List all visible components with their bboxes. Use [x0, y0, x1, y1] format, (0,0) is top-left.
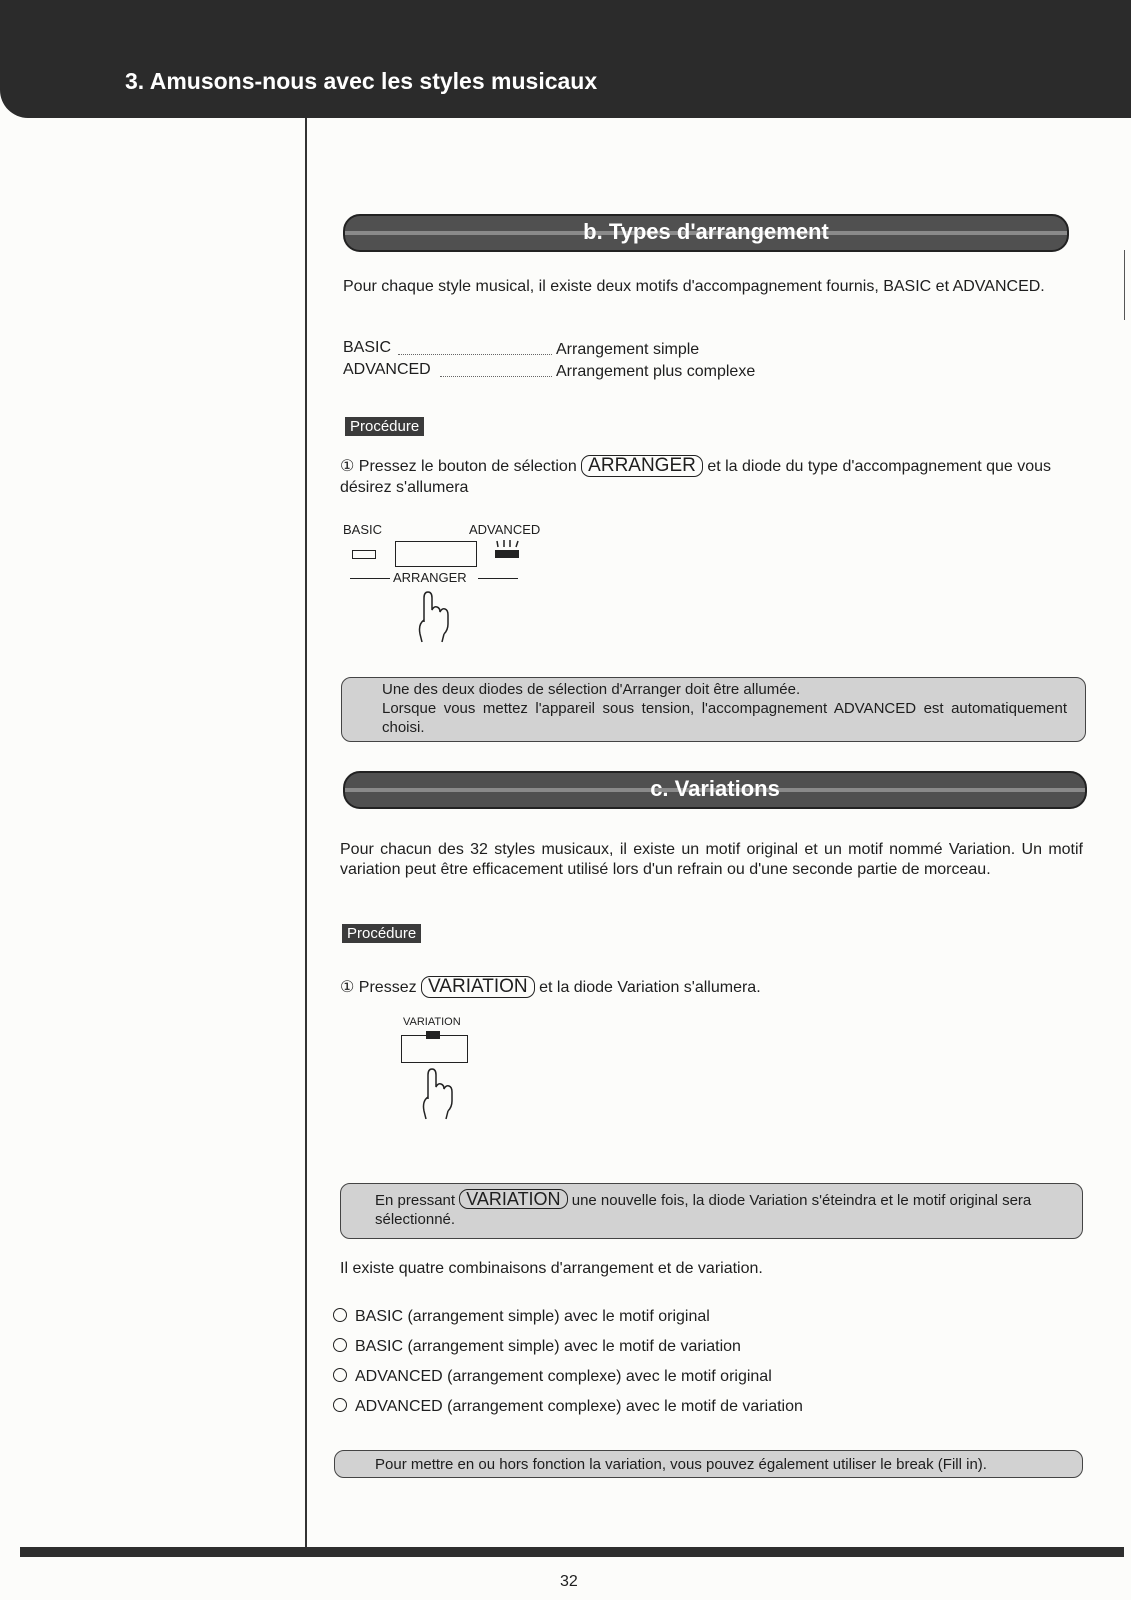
step-text: Pressez — [358, 979, 417, 996]
note-box-variation — [340, 1183, 1083, 1239]
list-item-text: BASIC (arrangement simple) avec le motif de variation — [355, 1338, 741, 1355]
list-item — [333, 1332, 803, 1362]
section-c-intro: Pour chacun des 32 styles musicaux, il existe un motif original et un motif nommé Variation. Un motif variation peut être efficacement utilisé lors d'un refrain ou d'une seconde partie de morceau. — [340, 841, 1083, 878]
list-item — [333, 1302, 803, 1332]
circle-icon — [333, 1398, 347, 1412]
bracket-line — [478, 578, 518, 579]
procedure-label: Procédure — [345, 417, 424, 436]
diagram-variation-label: VARIATION — [403, 1016, 461, 1028]
variation-led-lit-icon — [426, 1031, 440, 1039]
list-item-text: ADVANCED (arrangement complexe) avec le motif original — [355, 1368, 772, 1385]
advanced-led-lit-icon — [492, 538, 524, 560]
page-title: 3. Amusons-nous avec les styles musicaux — [125, 68, 598, 94]
leader-dots — [440, 376, 552, 377]
circle-icon — [333, 1368, 347, 1382]
header-bar — [0, 0, 1131, 118]
step-number: ① — [340, 979, 355, 996]
variation-panel-button — [401, 1035, 468, 1063]
advanced-label: ADVANCED — [343, 361, 431, 378]
basic-desc: Arrangement simple — [556, 341, 700, 358]
step-text: et la diode du type d'accompagnement que vous désirez s'allumera — [340, 458, 1052, 496]
diagram-basic-label: BASIC — [343, 522, 383, 537]
step-number: ① — [340, 458, 355, 475]
pointing-hand-icon — [414, 1065, 458, 1121]
section-b-intro: Pour chaque style musical, il existe deux motifs d'accompagnement fournis, BASIC et ADVANCED. — [343, 278, 1045, 295]
arranger-panel-button — [395, 541, 477, 567]
section-b-heading: b. Types d'arrangement — [583, 219, 829, 244]
list-item — [333, 1362, 803, 1392]
note-text: une nouvelle fois, la diode Variation s'éteindra et le motif original sera sélectionné. — [375, 1192, 1032, 1228]
step-text: et la diode Variation s'allumera. — [539, 979, 761, 996]
bracket-line — [350, 578, 390, 579]
basic-led-icon — [352, 550, 376, 559]
combinations-list — [333, 1302, 803, 1422]
note-text: En pressant — [375, 1192, 456, 1209]
leader-dots — [398, 354, 552, 355]
note-box-fill-in: Pour mettre en ou hors fonction la variation, vous pouvez également utiliser le break (Fill in). — [334, 1450, 1083, 1478]
section-c-heading: c. Variations — [650, 776, 780, 801]
section-c-banner — [343, 771, 1087, 809]
list-item-text: ADVANCED (arrangement complexe) avec le motif de variation — [355, 1398, 803, 1415]
procedure-label: Procédure — [342, 924, 421, 943]
advanced-desc: Arrangement plus complexe — [556, 363, 756, 380]
edge-rule — [1124, 250, 1125, 320]
margin-rule — [305, 118, 307, 1548]
step-text: Pressez le bouton de sélection — [358, 458, 577, 475]
note-box-arranger — [341, 677, 1086, 742]
footer-rule — [20, 1547, 1124, 1557]
step-arranger — [340, 455, 1065, 498]
variation-button-inline: VARIATION — [459, 1189, 567, 1209]
pointing-hand-icon — [410, 588, 454, 644]
list-item — [333, 1392, 803, 1422]
circle-icon — [333, 1338, 347, 1352]
note-line: Une des deux diodes de sélection d'Arranger doit être allumée. — [382, 681, 801, 698]
combinations-intro: Il existe quatre combinaisons d'arrangement et de variation. — [340, 1260, 763, 1277]
step-variation — [340, 976, 761, 998]
diagram-advanced-label: ADVANCED — [469, 522, 541, 537]
section-b-banner — [343, 214, 1069, 252]
page-number: 32 — [560, 1573, 578, 1590]
note-line: Lorsque vous mettez l'appareil sous tension, l'accompagnement ADVANCED est automatiquement choisi. — [382, 700, 1067, 736]
variation-button: VARIATION — [421, 976, 535, 998]
list-item-text: BASIC (arrangement simple) avec le motif original — [355, 1308, 710, 1325]
circle-icon — [333, 1308, 347, 1322]
arranger-button: ARRANGER — [581, 455, 703, 477]
basic-label: BASIC — [343, 339, 392, 356]
diagram-arranger-label: ARRANGER — [393, 570, 467, 585]
